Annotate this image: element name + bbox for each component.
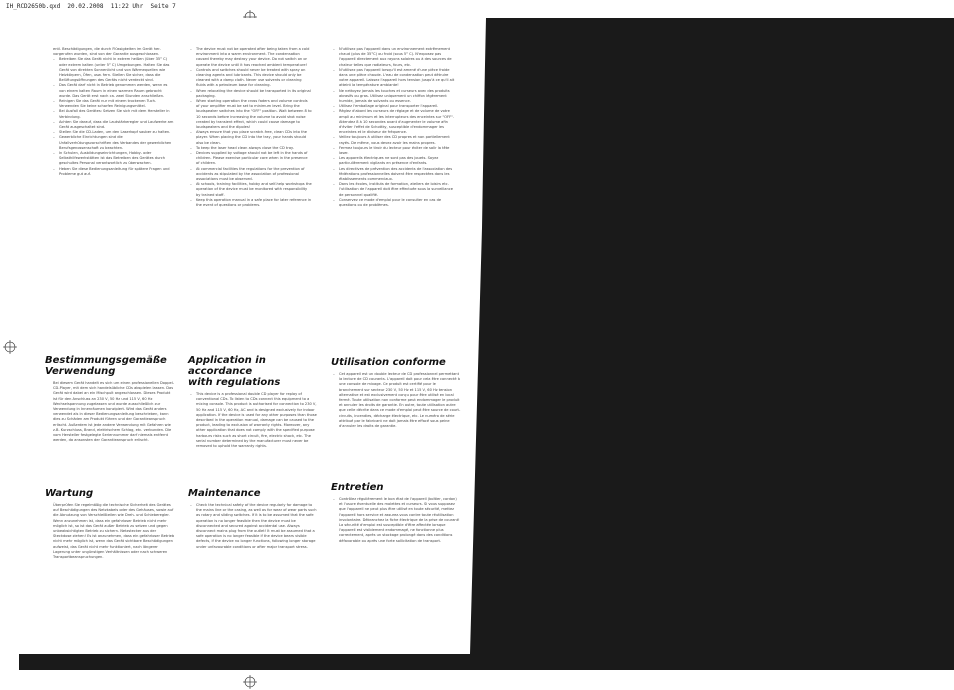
page-number: 3	[448, 630, 458, 645]
en-bullet: – Keep this operation manual in a safe place for later reference in the event of questions or problems.	[190, 198, 312, 208]
fr-bullet: – Les directives de prévention des accidents de l'association des fédérations professionnelles doivent être respectées dans les établissements commerciaux.	[333, 167, 455, 183]
de-bullet: – Betreiben Sie das Gerät nicht in extrem heißen (über 35° C) oder extrem kalten (unter 5° C) Umgebungen. Halten Sie das Gerät von direkten Sonnenlicht und von Wärmequellen wie Heizkörpern, Öfen, usw. fern. Stellen Sie sicher, dass die Belüftungsöffnungen des Geräts nicht verdeckt sind.	[53, 57, 175, 83]
fr-bullet: – Conservez ce mode d'emploi pour le consulter en cas de questions ou de problèmes.	[333, 198, 455, 208]
en-bullet: – At schools, training facilities, hobby and self-help workshops the operation of the device must be monitored with responsibility by trained staff.	[190, 182, 312, 198]
en-maintenance-body: – Check the technical safety of the device regularly for damage to the mains line or the casing, as well as for wear of wear parts such as rotary and sliding switches. If it is to be assumed that the safe operation is no longer feasible then the device must be disconnected and secured against accidental use. Always disconnect mains plug from the outlet! It must be assumed that a safe operation is no longer feasible if the device bears visible defects, if the device no longer functions, following longer storage under unfavourable conditions or after major transport stress.	[190, 503, 318, 550]
en-bullet: – At commercial facilities the regulations for the prevention of accidents as stipulated by the association of professional associations must be observed.	[190, 167, 312, 183]
fr-maintenance-body: – Contrôlez régulièrement le bon état de l'appareil (boîtier, cordon) et l'usure éventuelle des molettes et curseurs. Si vous supposez que l'appareil ne peut plus être utilisé en toute sécurité, mettez l'appareil hors service et assurez-vous contre toute réutilisation involontaire. Débranchez la fiche électrique de la prise de courant! La sécurité d'emploi est susceptible d'être affectée lorsque l'appareil est visiblement endommagé, ne fonctionne plus correctement, après un stockage prolongé dans des conditions défavorable ou après une forte sollicitation de transport.	[333, 497, 461, 544]
en-usage-heading: Application in accordance with regulations	[188, 355, 281, 388]
registration-mark-bottom	[243, 675, 257, 689]
en-bullet: – Always ensure that you place scratch-free, clean CDs into the player. When placing the CD into the tray, your hands should also be clean.	[190, 130, 312, 146]
crosshair-icon	[243, 675, 257, 689]
fr-bullet: – Réglez d'abord les curseurs de réglage et de volume de votre ampli au minimum et les interrupteurs des enceintes sur "OFF". Attendez 8 à 10 secondes avant d'augmenter le volume afin d'éviter l'effet de Schottky, susceptible d'endommager les enceintes et le diviseur de fréquence.	[333, 109, 455, 135]
fr-bullet: – Ne nettoyez jamais les touches et curseurs avec des produits abrasifs ou gras. Utilisez uniquement un chiffon légèrement humide, jamais de solvants ou essence.	[333, 89, 455, 105]
page-curl	[462, 18, 486, 654]
fr-bullet: – Les appareils électriques ne sont pas des jouets. Soyez particulièrement vigilants en présence d'enfants.	[333, 156, 455, 166]
en-bullet: – The device must not be operated after being taken from a cold environment into a warm environment. The condensation caused thereby may destroy your device. Do not switch on or operate the device until it has reached ambient temperature!	[190, 47, 312, 68]
fr-bullet: – N'utilisez pas l'appareil lorsqu'il est amené d'une pièce froide dans une pièce chaude. L'eau de condensation peut détruire votre appareil. Laissez l'appareil hors tension jusqu'à ce qu'il ait atteint la température ambiante!	[333, 68, 455, 89]
de-bullet: – Das Gerät darf nicht in Betrieb genommen werden, wenn es von einem kalten Raum in einen warmen Raum gebracht wurde. Das Gerät erst nach ca. zwei Stunden anschließen.	[53, 83, 175, 99]
registration-mark-left	[3, 340, 17, 354]
de-bullet: – Stellen Sie die CD-Laden, um den Laserkopf sauber zu halten.	[53, 130, 175, 135]
de-bullet: – Gewerbliche Einrichtungen sind die Unfallverhütungsvorschriften des Verbandes der gewerblichen Berufsgenossenschaft zu beachten.	[53, 135, 175, 151]
de-bullet: – Heben Sie diese Bedienungsanleitung für spätere Fragen und Probleme gut auf.	[53, 167, 175, 177]
de-maintenance-heading: Wartung	[45, 488, 94, 499]
de-maintenance-body: Überprüfen Sie regelmäßig die technische Sicherheit des Gerätes auf Beschädigungen des Netzkabels oder des Gehäuses, sowie auf die Abnutzung von Verschleißteilen wie Dreh- und Schieberegler. Wenn anzunehmen ist, dass ein gefahrloser Betrieb nicht mehr möglich ist, so ist das Gerät außer Betrieb zu setzen und gegen unbeabsichtigten Betrieb zu sichern. Netzstecker aus der Steckdose ziehen! Es ist anzunehmen, dass ein gefahrloser Betrieb nicht mehr möglich ist, wenn das Gerät sichtbare Beschädigungen aufweist, das Gerät nicht mehr funktioniert, nach längerer Lagerung unter ungünstigen Verhältnissen oder nach schweren Transportbeanspruchungen.	[53, 503, 175, 560]
fr-bullet: – Fermez toujours le tiroir du lecteur pour éviter de salir la tête laser.	[333, 146, 455, 156]
en-usage-body: – This device is a professional double CD player for replay of conventional CDs. To listen to CDs connect this equipment to a mixing console. This product is authorised for connection to 230 V, 50 Hz and 115 V, 60 Hz, AC and is designed exclusively for indoor application. If the device is used for any other purposes than those described in the operation manual, damage can be caused to the product, leading to exclusion of warranty rights. Moreover, any other application that does not comply with the specified purpose harbours risks such as short circuit, fire, electric shock, etc. The serial number determined by the manufacturer must never be removed to uphold the warranty rights.	[190, 392, 318, 449]
dark-page-edge	[462, 18, 954, 670]
de-bullet: – In Schulen, Ausbildungseinrichtungen, Hobby- oder Selbsthilfewerkstätten ist das Betreiben des Gerätes durch geschultes Personal verantwortlich zu überwachen.	[53, 151, 175, 167]
de-usage-body: Bei diesem Gerät handelt es sich um einen professionellen Doppel-CD-Player, mit dem sich handelsübliche CDs abspielen lassen. Das Gerät wird dabei an ein Mischpult angeschlossen. Dieses Produkt ist für den Anschluss an 230 V, 50 Hz und 115 V, 60 Hz Wechselspannung zugelassen und wurde ausschließlich zur Verwendung in Innenräumen konzipiert. Wird das Gerät anders verwendet als in dieser Bedienungsanleitung beschrieben, kann dies zu Schäden am Produkt führen und der Garantieanspruch erlischt. Außerdem ist jede andere Verwendung mit Gefahren wie z.B. Kurzschluss, Brand, elektrischem Schlag, etc. verbunden. Die vom Hersteller festgelegte Seriennummer darf niemals entfernt werden, da ansonsten der Garantieanspruch erlischt.	[53, 381, 175, 443]
crosshair-icon	[3, 340, 17, 354]
dark-bottom-band	[19, 654, 954, 670]
fr-maintenance-heading: Entretien	[331, 482, 384, 493]
fr-bullet: – Veillez toujours à utiliser des CD propres et non partiellement rayés. De même, vous devez avoir les mains propres.	[333, 135, 455, 145]
en-maintenance-section	[188, 488, 318, 550]
en-bullet: – When relocating the device should be transported in its original packaging.	[190, 89, 312, 99]
de-usage-heading: Bestimmungsgemäße Verwendung	[45, 355, 167, 377]
fr-bullet: – Utilisez l'emballage original pour transporter l'appareil.	[333, 104, 455, 109]
fr-usage-section	[331, 357, 461, 429]
fr-usage-body: – Cet appareil est un double lecteur de CD professionnel permettant la lecture de CD courants. L'appareil doit pour cela être connecté à une console de mixage. Ce produit est certifié pour le branchement sur secteur 230 V, 50 Hz et 115 V, 60 Hz tension alternative et est exclusivement conçu pour être utilisé en local fermé. Toute utilisation non conforme peut endommager le produit et annuler les droits de garantie. En outre, toute utilisation autre que celle décrite dans ce mode d'emploi peut être source de court-circuits, incendies, décharge électrique, etc. Le numéro de série attribué par le fabricant ne doit jamais être effacé sous peine d'annuler les droits de garantie.	[333, 372, 461, 429]
en-bullet: – Devices supplied by voltage should not be left in the hands of children. Please exercise particular care when in the presence of children.	[190, 151, 312, 167]
en-safety-column	[190, 47, 312, 208]
en-maintenance-heading: Maintenance	[188, 488, 261, 499]
de-bullet: – Achten Sie darauf, dass die Lautstärkeregler und Laufwerke am Gerät ausgeschaltet sind.	[53, 120, 175, 130]
en-bullet: – To keep the laser head clean always close the CD tray.	[190, 146, 312, 151]
fr-maintenance-section	[331, 482, 461, 544]
de-bullet: – Bei Ausfall des Gerätes: Setzen Sie sich mit dem Hersteller in Verbindung.	[53, 109, 175, 119]
en-bullet: – When starting operation the cross faders and volume controls of your amplifier must be set to minimum level. Bring the loudspeaker switches into the "OFF" position. Wait between 8 to 10 seconds before increasing the volume to avoid shot noise created by transient effect, which could cause damage to loudspeakers and the dipoles!	[190, 99, 312, 130]
en-usage-section	[188, 355, 318, 449]
fr-safety-column	[333, 47, 455, 208]
file-info-header: IH_RCD2650b.qxd 20.02.2008 11:22 Uhr Seite 7	[6, 3, 176, 10]
de-maintenance-section	[45, 488, 175, 560]
en-bullet: – Controls and switches should never be treated with spray on cleaning agents and lubricants. This device should only be cleaned with a damp cloth. Never use solvents or cleaning fluids with a petroleum base for cleaning.	[190, 68, 312, 89]
de-usage-section	[45, 355, 175, 443]
de-safety-column	[53, 47, 175, 177]
de-bullet: – Reinigen Sie das Gerät nur mit einem trockenen Tuch. Verwenden Sie keine scharfen Reinigungsmittel.	[53, 99, 175, 109]
fr-bullet: – N'utilisez pas l'appareil dans un environnement extrêmement chaud (plus de 35°C) ou froid (sous 5° C). N'exposez pas l'appareil directement aux rayons solaires ou à des sources de chaleur telles que radiateurs, fours, etc.	[333, 47, 455, 68]
de-text: entl. Beschädigungen, die durch Flüssigkeiten im Gerät her-vorgerufen wurden, sind von der Garantie ausgeschlossen.	[53, 47, 161, 57]
fr-bullet: – Dans les écoles, instituts de formation, ateliers de loisirs etc. l'utilisation de l'appareil doit être effectuée sous la surveillance de personnel qualifié.	[333, 182, 455, 198]
fr-usage-heading: Utilisation conforme	[331, 357, 446, 368]
